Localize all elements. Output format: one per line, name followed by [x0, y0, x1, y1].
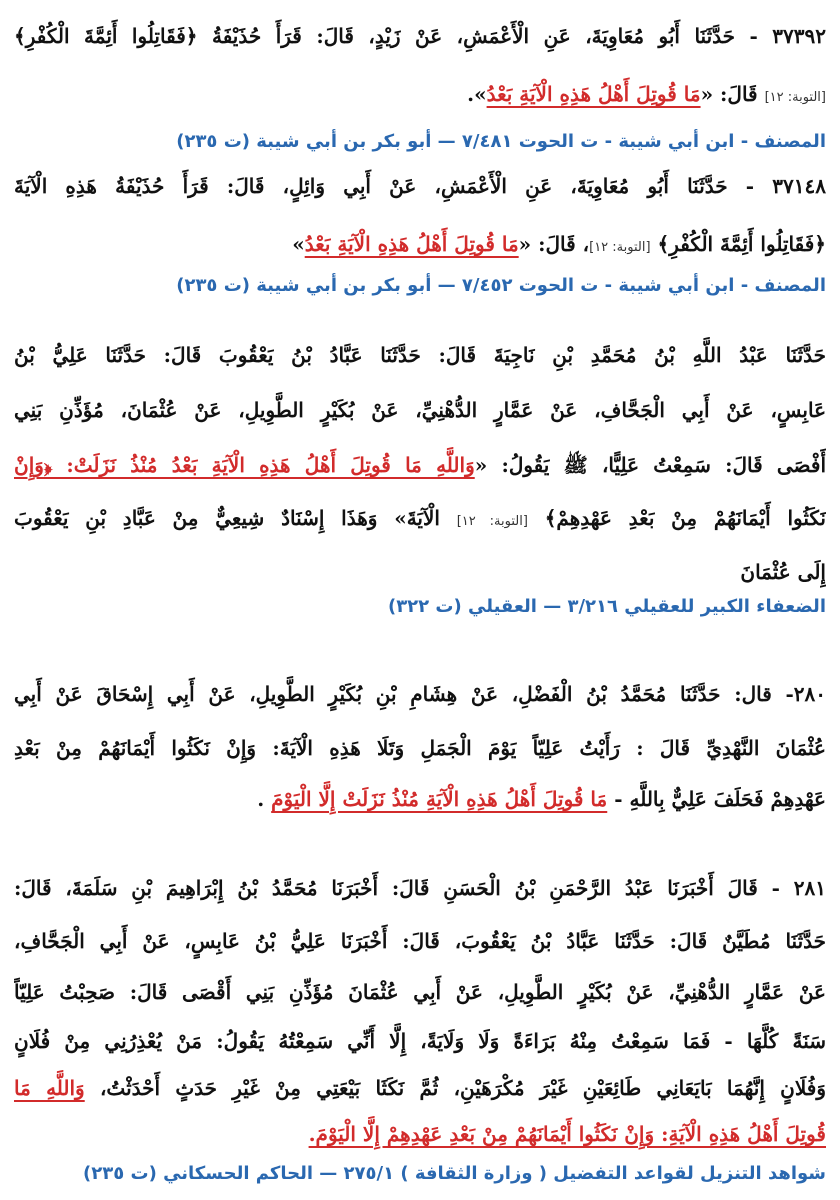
- entry1-line1: ٣٧٣٩٢ - حَدَّثَنَا أَبُو مُعَاوِيَةَ، عَنِ الْأَعْمَشِ، عَنْ زَيْدٍ، قَالَ: قَرَأَ حُذَيْفَةُ ﴿فَقَاتِلُوا أَئِمَّةَ الْكُفْرِ﴾: [14, 24, 826, 48]
- entry3-line5: إِلَى عُثْمَانَ: [740, 560, 826, 584]
- text-segment: .: [257, 787, 272, 811]
- entry2-line1: ٣٧١٤٨ - حَدَّثَنَا أَبُو مُعَاوِيَةَ، عَنِ الْأَعْمَشِ، عَنْ أَبِي وَائِلٍ، قَالَ: قَرَأَ حُذَيْفَةُ هَذِهِ الْآيَةَ: [14, 174, 826, 198]
- entry5-source: شواهد التنزيل لقواعد التفضيل ( وزارة الثقافة ) ٢٧٥/١ — الحاكم الحسكاني (ت ٢٣٥): [83, 1163, 826, 1184]
- quran-reference: [التوبة: ١٢]: [589, 240, 651, 255]
- entry5-line2: حَدَّثَنَا مُطَيَّنٌ قَالَ: حَدَّثَنَا عَبَّادُ بْنُ يَعْقُوبَ، قَالَ: أَخْبَرَنَا عَلِيُّ بْنُ عَابِسٍ، عَنْ أَبِي الْجَحَّافِ،: [14, 929, 826, 953]
- entry4-line3: [14, 781, 826, 817]
- text-segment: »: [292, 232, 305, 256]
- text-segment: الْآيَةَ» وَهَذَا إِسْنَادٌ شِيعِيٌّ مِنْ عَبَّادِ بْنِ يَعْقُوبَ: [14, 506, 457, 530]
- entry3-source: الضعفاء الكبير للعقيلي ٣/٢١٦ — العقيلي (ت ٣٢٢): [387, 596, 826, 617]
- text-segment: ، قَالَ: «: [518, 232, 590, 256]
- text-segment: ».: [467, 82, 487, 106]
- highlighted-quote: مَا قُوتِلَ أَهْلُ هَذِهِ الْآيَةِ بَعْدُ: [304, 232, 519, 256]
- text-segment: نَكَثُوا أَيْمَانَهُمْ مِنْ بَعْدِ عَهْدِهِمْ﴾: [527, 506, 826, 530]
- entry2-source: المصنف - ابن أبي شيبة - ت الحوت ٧/٤٥٢ — أبو بكر بن أبي شيبة (ت ٢٣٥): [176, 275, 826, 296]
- quran-reference: [التوبة: ١٢]: [456, 514, 528, 529]
- highlighted-quote: وَاللَّهِ مَا: [14, 1076, 85, 1100]
- text-segment: عَهْدِهِمْ فَحَلَفَ عَلِيٌّ بِاللَّهِ -: [607, 787, 826, 811]
- highlighted-quote: مَا قُوتِلَ أَهْلُ هَذِهِ الْآيَةِ بَعْدُ: [486, 82, 701, 106]
- entry3-line4: [14, 500, 826, 540]
- text-segment: أَفْصَى قَالَ: سَمِعْتُ عَلِيًّا، ﷺ يَقُولُ: «: [474, 453, 826, 477]
- highlighted-quote: وَاللَّهِ مَا قُوتِلَ أَهْلُ هَذِهِ الْآيَةِ بَعْدُ مُنْذُ نَزَلَتْ: ﴿وَإِنْ: [14, 453, 475, 477]
- text-segment: ﴿فَقَاتِلُوا أَئِمَّةَ الْكُفْرِ﴾: [650, 232, 826, 256]
- highlighted-quote: قُوتِلَ أَهْلُ هَذِهِ الْآيَةِ: وَإِنْ نَكَثُوا أَيْمَانَهُمْ مِنْ بَعْدِ عَهْدِهِمْ إِلَّا الْيَوْمَ.: [308, 1122, 826, 1146]
- entry5-line1: ٢٨١ - قَالَ أَخْبَرَنَا عَبْدُ الرَّحْمَنِ بْنُ الْحَسَنِ قَالَ: أَخْبَرَنَا مُحَمَّدُ بْنُ إِبْرَاهِيمَ بْنِ سَلَمَةَ، قَالَ:: [14, 876, 826, 900]
- entry5-line6: [14, 1116, 826, 1152]
- entry3-line2: عَابِسٍ، عَنْ أَبِي الْجَحَّافِ، عَنْ عَمَّارٍ الدُّهْنِيِّ، عَنْ بُكَيْرٍ الطَّوِيلِ، عَنْ عُثْمَانَ، مُؤَذِّنِ بَنِي: [14, 398, 826, 422]
- entry5-line3: عَنْ عَمَّارٍ الدُّهْنِيِّ، عَنْ بُكَيْرٍ الطَّوِيلِ، عَنْ أَبِي عُثْمَانَ مُؤَذِّنِ بَنِي أَقْصَى قَالَ: صَحِبْتُ عَلِيّاً: [14, 980, 826, 1004]
- entry5-line4: سَنَةً كُلَّهَا - فَمَا سَمِعْتُ مِنْهُ بَرَاءَةً وَلَا وَلَايَةً، إِلَّا أَنِّي سَمِعْتُهُ يَقُولُ: مَنْ يُعْذِرُنِي مِنْ فُلَانٍ: [14, 1029, 826, 1053]
- entry5-line5: [14, 1070, 826, 1106]
- entry2-line2: [14, 226, 826, 266]
- entry4-line2: عُثْمَانَ النَّهْدِيِّ قَالَ : رَأَيْتُ عَلِيّاً يَوْمَ الْجَمَلِ وَتَلَا هَذِهِ الْآيَةَ: وَإِنْ نَكَثُوا أَيْمَانَهُمْ مِنْ بَعْدِ: [14, 736, 826, 760]
- quran-reference: [التوبة: ١٢]: [764, 90, 826, 105]
- text-segment: وَفُلَانٍ إِنَّهُمَا بَايَعَانِي طَائِعَيْنِ غَيْرَ مُكْرَهَيْنِ، ثُمَّ نَكَثَا بَيْعَتِي مِنْ غَيْرِ حَدَثٍ أَحْدَثْتُ،: [84, 1076, 826, 1100]
- text-segment: قَالَ: «: [700, 82, 765, 106]
- entry3-line1: حَدَّثَنَا عَبْدُ اللَّهِ بْنُ مُحَمَّدِ بْنِ نَاجِيَةَ قَالَ: حَدَّثَنَا عَبَّادُ بْنُ يَعْقُوبَ قَالَ: حَدَّثَنَا عَلِيُّ بْنُ: [14, 343, 826, 367]
- entry4-line1: ٢٨٠- قال: حَدَّثَنَا مُحَمَّدُ بْنُ الْفَضْلِ، عَنْ هِشَامِ بْنِ بُكَيْرٍ الطَّوِيلِ، عَنْ أَبِي إِسْحَاقَ عَنْ أَبِي: [14, 682, 826, 706]
- entry3-line3: [14, 447, 826, 483]
- entry1-source: المصنف - ابن أبي شيبة - ت الحوت ٧/٤٨١ — أبو بكر بن أبي شيبة (ت ٢٣٥): [176, 131, 826, 152]
- entry1-line2: [14, 76, 826, 116]
- highlighted-quote: مَا قُوتِلَ أَهْلُ هَذِهِ الْآيَةِ مُنْذُ نَزَلَتْ إِلَّا الْيَوْمَ: [271, 787, 608, 811]
